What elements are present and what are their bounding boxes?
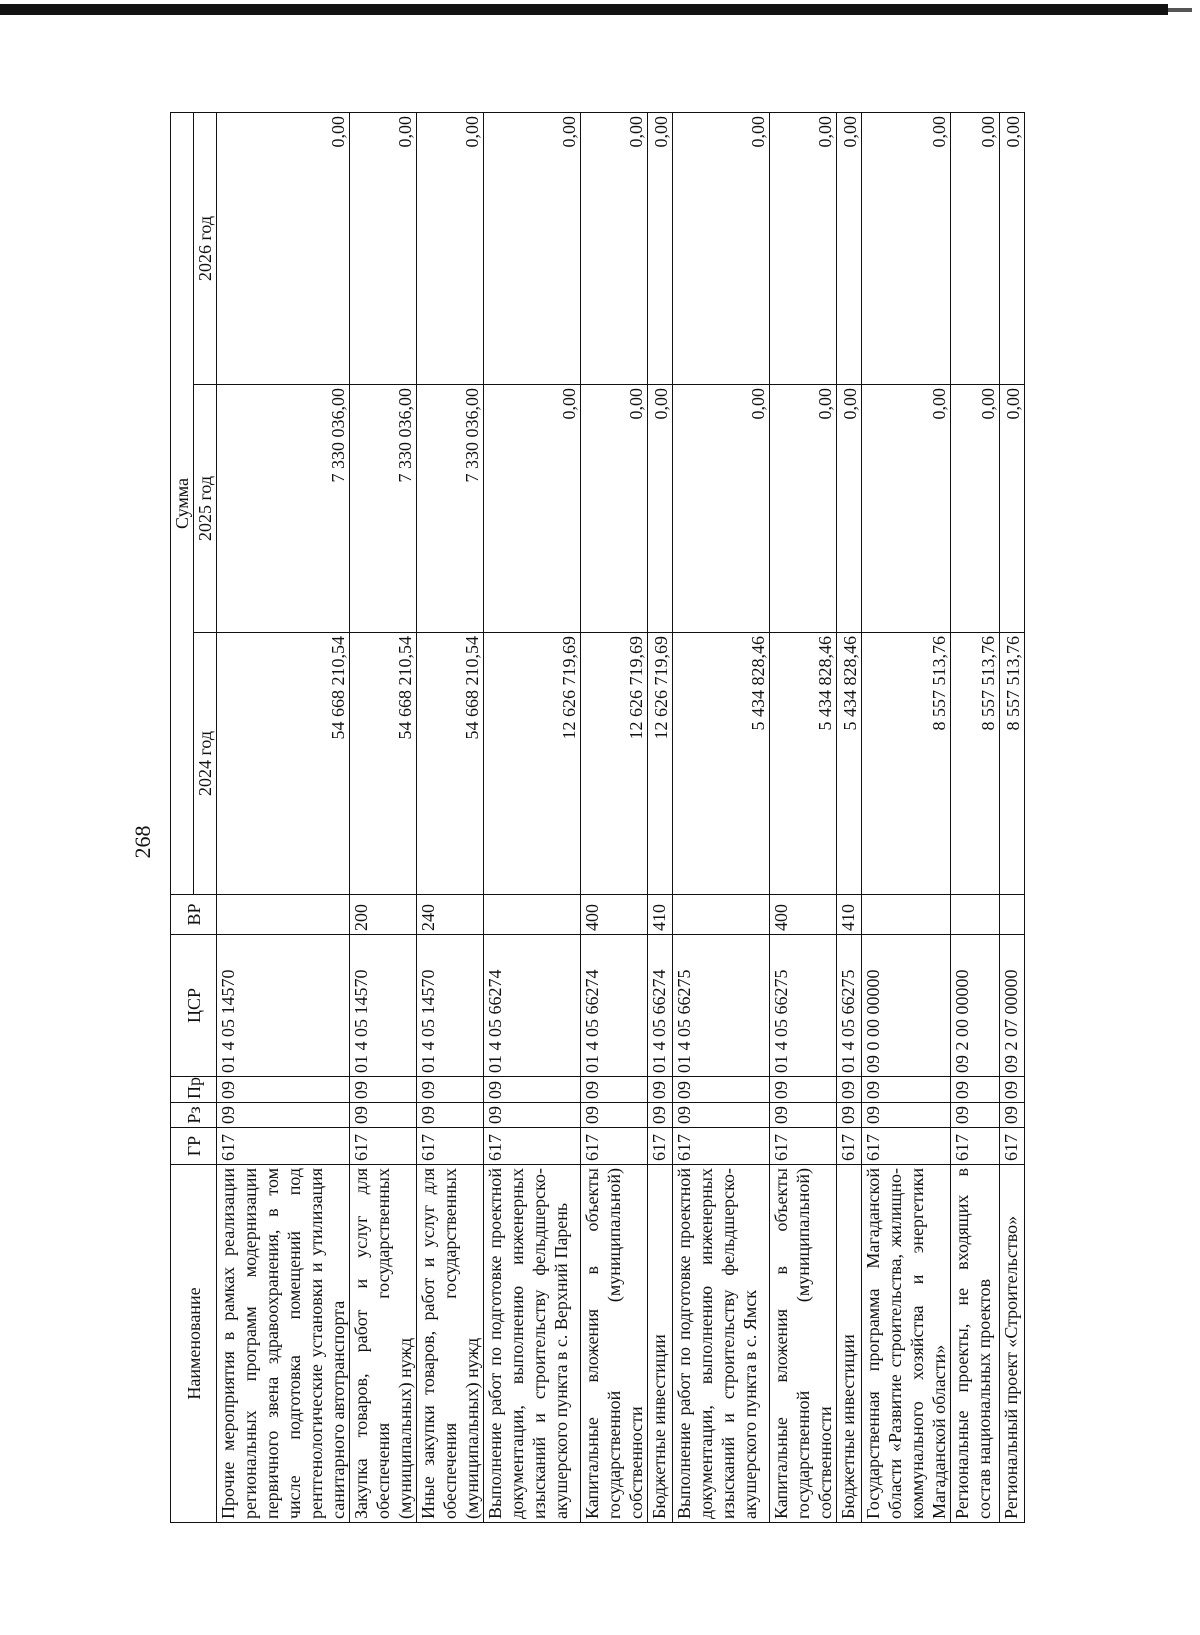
cell-name: Региональный проект «Строительство» [1000, 1165, 1025, 1523]
cell-2026: 0,00 [217, 112, 350, 384]
cell-gr: 617 [862, 1128, 951, 1165]
header-vr: ВР [171, 895, 217, 935]
header-csr: ЦСР [171, 935, 217, 1077]
cell-2026: 0,00 [770, 112, 837, 384]
cell-gr: 617 [484, 1128, 581, 1165]
budget-table [170, 112, 1025, 1523]
cell-name: Выполнение работ по подготовке проектной документации, выполнению инженерных изысканий и строительству фельдшерско-акушерского пункта в с. Верхний Парень [484, 1165, 581, 1523]
cell-gr: 617 [951, 1128, 1000, 1165]
cell-2026: 0,00 [417, 112, 484, 384]
cell-name: Выполнение работ по подготовке проектной документации, выполнению инженерных изысканий и строительству фельдшерско-акушерского пункта в с. Ямск [673, 1165, 770, 1523]
table-row [951, 112, 1000, 1522]
header-gr: ГР [171, 1128, 217, 1165]
cell-2024: 54 668 210,54 [350, 633, 417, 895]
header-pr: Пр [171, 1077, 217, 1103]
cell-2025: 0,00 [862, 385, 951, 633]
cell-rz: 09 [417, 1103, 484, 1128]
table-row [581, 112, 648, 1522]
cell-pr: 09 [350, 1077, 417, 1103]
header-name: Наименование [171, 1165, 217, 1523]
cell-2025: 7 330 036,00 [350, 385, 417, 633]
cell-pr: 09 [673, 1077, 770, 1103]
page-number: 268 [130, 825, 155, 859]
cell-csr: 09 2 07 00000 [1000, 935, 1025, 1077]
cell-gr: 617 [770, 1128, 837, 1165]
cell-gr: 617 [648, 1128, 673, 1165]
header-sum: Сумма [171, 112, 194, 894]
cell-2024: 8 557 513,76 [862, 633, 951, 895]
cell-pr: 09 [484, 1077, 581, 1103]
cell-2024: 54 668 210,54 [417, 633, 484, 895]
cell-rz: 09 [581, 1103, 648, 1128]
cell-2025: 7 330 036,00 [217, 385, 350, 633]
cell-2026: 0,00 [673, 112, 770, 384]
cell-pr: 09 [951, 1077, 1000, 1103]
cell-2024: 5 434 828,46 [837, 633, 862, 895]
cell-vr [862, 895, 951, 935]
cell-2024: 8 557 513,76 [951, 633, 1000, 895]
cell-2025: 0,00 [770, 385, 837, 633]
cell-csr: 01 4 05 66274 [484, 935, 581, 1077]
cell-vr: 240 [417, 895, 484, 935]
table-row [673, 112, 770, 1522]
cell-csr: 09 2 00 00000 [951, 935, 1000, 1077]
cell-name: Региональные проекты, не входящих в состав национальных проектов [951, 1165, 1000, 1523]
cell-2026: 0,00 [581, 112, 648, 384]
cell-rz: 09 [673, 1103, 770, 1128]
cell-rz: 09 [350, 1103, 417, 1128]
cell-gr: 617 [673, 1128, 770, 1165]
cell-rz: 09 [217, 1103, 350, 1128]
cell-csr: 01 4 05 66274 [581, 935, 648, 1077]
rotated-table-container [170, 113, 1023, 1523]
table-row [837, 112, 862, 1522]
header-year-2026: 2026 год [194, 112, 217, 384]
cell-2024: 12 626 719,69 [648, 633, 673, 895]
cell-csr: 01 4 05 66275 [837, 935, 862, 1077]
top-border-line [0, 4, 1168, 15]
table-row [217, 112, 350, 1522]
cell-csr: 01 4 05 14570 [417, 935, 484, 1077]
cell-2026: 0,00 [951, 112, 1000, 384]
cell-2024: 8 557 513,76 [1000, 633, 1025, 895]
cell-vr: 200 [350, 895, 417, 935]
cell-csr: 01 4 05 14570 [350, 935, 417, 1077]
cell-rz: 09 [862, 1103, 951, 1128]
cell-name: Капитальные вложения в объекты государственной (муниципальной) собственности [770, 1165, 837, 1523]
cell-2024: 5 434 828,46 [673, 633, 770, 895]
table-row [417, 112, 484, 1522]
cell-name: Прочие мероприятия в рамках реализации региональных программ модернизации первичного звена здравоохранения, в том числе подготовка помещений под рентгенологические установки и утилизация санитарного автотранспорта [217, 1165, 350, 1523]
cell-gr: 617 [350, 1128, 417, 1165]
cell-vr [484, 895, 581, 935]
table-row [648, 112, 673, 1522]
cell-vr [217, 895, 350, 935]
cell-2026: 0,00 [484, 112, 581, 384]
cell-pr: 09 [581, 1077, 648, 1103]
cell-vr: 410 [837, 895, 862, 935]
cell-csr: 01 4 05 66275 [770, 935, 837, 1077]
cell-gr: 617 [1000, 1128, 1025, 1165]
cell-csr: 09 0 00 00000 [862, 935, 951, 1077]
cell-2025: 0,00 [648, 385, 673, 633]
cell-csr: 01 4 05 66275 [673, 935, 770, 1077]
cell-rz: 09 [648, 1103, 673, 1128]
cell-2025: 0,00 [581, 385, 648, 633]
cell-2026: 0,00 [1000, 112, 1025, 384]
cell-name: Бюджетные инвестиции [837, 1165, 862, 1523]
cell-pr: 09 [217, 1077, 350, 1103]
cell-gr: 617 [217, 1128, 350, 1165]
cell-pr: 09 [417, 1077, 484, 1103]
cell-pr: 09 [648, 1077, 673, 1103]
cell-rz: 09 [484, 1103, 581, 1128]
table-row [1000, 112, 1025, 1522]
cell-2025: 0,00 [484, 385, 581, 633]
header-rz: Рз [171, 1103, 217, 1128]
table-row [484, 112, 581, 1522]
cell-pr: 09 [1000, 1077, 1025, 1103]
cell-pr: 09 [837, 1077, 862, 1103]
cell-pr: 09 [770, 1077, 837, 1103]
cell-rz: 09 [837, 1103, 862, 1128]
cell-2025: 0,00 [837, 385, 862, 633]
cell-name: Иные закупки товаров, работ и услуг для обеспечения государственных (муниципальных) нужд [417, 1165, 484, 1523]
cell-2024: 12 626 719,69 [581, 633, 648, 895]
cell-rz: 09 [1000, 1103, 1025, 1128]
cell-2025: 0,00 [673, 385, 770, 633]
cell-2024: 5 434 828,46 [770, 633, 837, 895]
cell-2026: 0,00 [350, 112, 417, 384]
header-row-1 [171, 112, 194, 1522]
cell-gr: 617 [581, 1128, 648, 1165]
cell-vr: 400 [581, 895, 648, 935]
cell-2024: 12 626 719,69 [484, 633, 581, 895]
cell-2025: 0,00 [951, 385, 1000, 633]
cell-vr [673, 895, 770, 935]
cell-2026: 0,00 [648, 112, 673, 384]
cell-vr: 400 [770, 895, 837, 935]
cell-2026: 0,00 [862, 112, 951, 384]
cell-csr: 01 4 05 14570 [217, 935, 350, 1077]
header-year-2024: 2024 год [194, 633, 217, 895]
cell-gr: 617 [417, 1128, 484, 1165]
cell-name: Закупка товаров, работ и услуг для обеспечения государственных (муниципальных) нужд [350, 1165, 417, 1523]
table-row [770, 112, 837, 1522]
cell-2026: 0,00 [837, 112, 862, 384]
cell-rz: 09 [770, 1103, 837, 1128]
cell-vr [1000, 895, 1025, 935]
cell-2025: 0,00 [1000, 385, 1025, 633]
cell-pr: 09 [862, 1077, 951, 1103]
cell-2024: 54 668 210,54 [217, 633, 350, 895]
cell-rz: 09 [951, 1103, 1000, 1128]
cell-csr: 01 4 05 66274 [648, 935, 673, 1077]
cell-gr: 617 [837, 1128, 862, 1165]
cell-name: Государственная программа Магаданской области «Развитие строительства, жилищно-коммунального хозяйства и энергетики Магаданской области» [862, 1165, 951, 1523]
table-row [862, 112, 951, 1522]
header-year-2025: 2025 год [194, 385, 217, 633]
cell-name: Бюджетные инвестиции [648, 1165, 673, 1523]
cell-2025: 7 330 036,00 [417, 385, 484, 633]
cell-vr: 410 [648, 895, 673, 935]
table-row [350, 112, 417, 1522]
cell-name: Капитальные вложения в объекты государственной (муниципальной) собственности [581, 1165, 648, 1523]
cell-vr [951, 895, 1000, 935]
top-border-line-tail [1168, 8, 1192, 12]
